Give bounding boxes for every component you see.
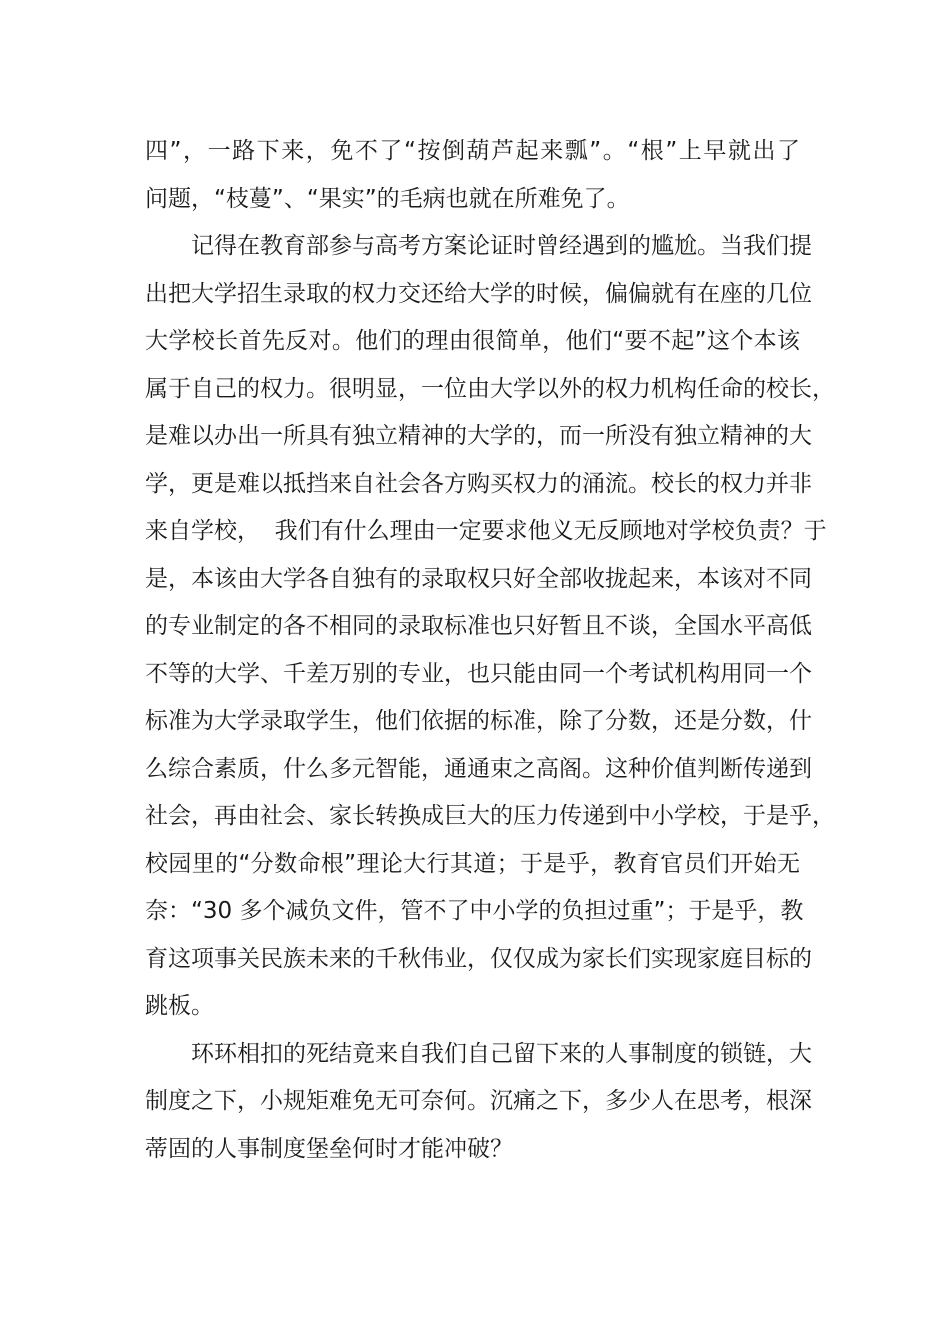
text-line: 环环相扣的死结竟来自我们自己留下来的人事制度的锁链，大 — [191, 1040, 812, 1067]
text-line: 不等的大学、千差万别的专业，也只能由同一个考试机构用同一个 — [145, 660, 812, 687]
text-line: 出把大学招生录取的权力交还给大学的时候，偏偏就有在座的几位 — [145, 280, 812, 307]
text-line: 跳板。 — [145, 993, 214, 1019]
text-line: 记得在教育部参与高考方案论证时曾经遇到的尴尬。当我们提 — [191, 233, 812, 259]
text-line: 校园里的“分数命根”理论大行其道；于是乎，教育官员们开始无 — [145, 850, 800, 877]
text-line: 的专业制定的各不相同的录取标准也只好暂且不谈，全国水平高低 — [145, 613, 812, 639]
paragraph-1 — [145, 128, 800, 223]
text-line: 么综合素质，什么多元智能，通通束之高阁。这种价值判断传递到 — [145, 755, 812, 782]
text-line: 问题，“枝蔓”、“果实”的毛病也就在所难免了。 — [145, 185, 630, 212]
text-line: 四”，一路下来，免不了“按倒葫芦起来瓢”。“根”上早就出了 — [145, 138, 800, 164]
text-line: 育这项事关民族未来的千秋伟业，仅仅成为家长们实现家庭目标的 — [145, 945, 812, 972]
text-line: 属于自己的权力。很明显，一位由大学以外的权力机构任命的校长， — [145, 375, 835, 402]
text-line: 蒂固的人事制度堡垒何时才能冲破？ — [145, 1135, 513, 1162]
text-line: 制度之下，小规矩难免无可奈何。沉痛之下，多少人在思考，根深 — [145, 1088, 812, 1114]
text-line: 学，更是难以抵挡来自社会各方购买权力的涌流。校长的权力并非 — [145, 470, 812, 497]
paragraph-3 — [145, 1031, 812, 1174]
text-line: 来自学校， 我们有什么理由一定要求他义无反顾地对学校负责？于 — [145, 518, 827, 544]
document-body — [145, 128, 835, 1173]
text-line: 是难以办出一所具有独立精神的大学的，而一所没有独立精神的大 — [145, 423, 812, 449]
text-line: 是，本该由大学各自独有的录取权只好全部收拢起来，本该对不同 — [145, 565, 812, 592]
text-line: 标准为大学录取学生，他们依据的标准，除了分数，还是分数，什 — [145, 708, 812, 734]
text-line: 奈：“30 多个减负文件，管不了中小学的负担过重”；于是乎，教 — [145, 898, 804, 924]
paragraph-2 — [145, 223, 835, 1031]
text-line: 大学校长首先反对。他们的理由很简单，他们“要不起”这个本该 — [145, 328, 800, 354]
text-line: 社会，再由社会、家长转换成巨大的压力传递到中小学校，于是乎， — [145, 803, 835, 829]
